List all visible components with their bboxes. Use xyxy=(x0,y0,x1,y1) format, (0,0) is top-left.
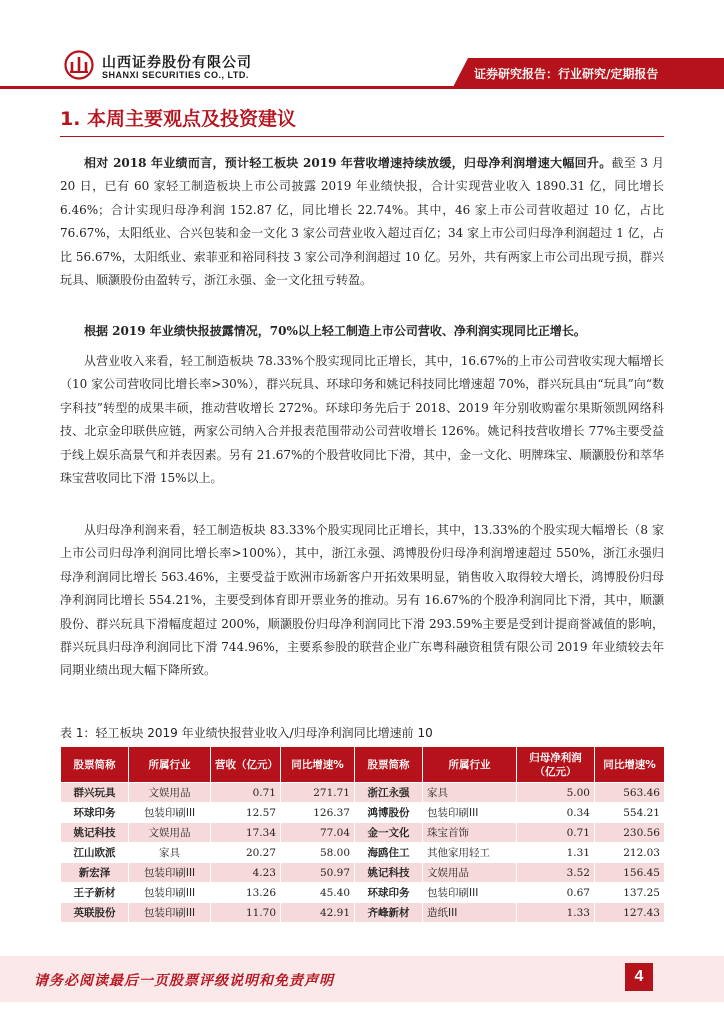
cell-industry-2: 包装印刷III xyxy=(423,883,517,903)
section-title-underline xyxy=(60,136,664,137)
header-divider xyxy=(0,86,724,89)
cell-stock: 新宏泽 xyxy=(61,863,129,883)
cell-revenue-growth: 126.37 xyxy=(281,803,355,823)
cell-stock: 江山欧派 xyxy=(61,843,129,863)
header-profit-growth: 同比增速% xyxy=(595,747,665,783)
company-name-cn: 山西证券股份有限公司 xyxy=(102,55,252,71)
table-row xyxy=(61,843,665,863)
cell-stock: 英联股份 xyxy=(61,903,129,923)
cell-revenue: 0.71 xyxy=(211,783,281,803)
company-logo-icon xyxy=(64,50,94,80)
header-stock-name: 股票简称 xyxy=(61,747,129,783)
cell-profit-growth: 156.45 xyxy=(595,863,665,883)
paragraph-summary-lead: 相对 2018 年业绩而言，预计轻工板块 2019 年营收增速持续放缓，归母净利润增速大幅回升。 xyxy=(84,156,612,170)
cell-industry-2: 家具 xyxy=(423,783,517,803)
page-number: 4 xyxy=(625,963,653,991)
cell-stock-2: 姚记科技 xyxy=(355,863,423,883)
table-row xyxy=(61,863,665,883)
paragraph-summary xyxy=(60,152,664,292)
table-row xyxy=(61,803,665,823)
paragraph-key-finding-text: 根据 2019 年业绩快报披露情况，70%以上轻工制造上市公司营收、净利润实现同比正增长。 xyxy=(84,324,586,338)
header-industry-2: 所属行业 xyxy=(423,747,517,783)
company-name-en: SHANXI SECURITIES CO., LTD. xyxy=(102,70,249,80)
cell-profit-growth: 212.03 xyxy=(595,843,665,863)
header-net-profit-line1: 归母净利润 xyxy=(529,751,582,764)
header-stock-name-2: 股票简称 xyxy=(355,747,423,783)
cell-net-profit: 0.71 xyxy=(517,823,595,843)
cell-industry-2: 造纸III xyxy=(423,903,517,923)
cell-industry-2: 包装印刷III xyxy=(423,803,517,823)
cell-stock: 群兴玩具 xyxy=(61,783,129,803)
cell-industry-2: 其他家用轻工 xyxy=(423,843,517,863)
table-header-row xyxy=(61,747,665,783)
cell-industry-2: 文娱用品 xyxy=(423,863,517,883)
cell-revenue: 12.57 xyxy=(211,803,281,823)
cell-industry: 包装印刷III xyxy=(129,803,211,823)
header-revenue: 营收（亿元） xyxy=(211,747,281,783)
performance-table xyxy=(60,746,665,923)
cell-revenue: 17.34 xyxy=(211,823,281,843)
cell-profit-growth: 554.21 xyxy=(595,803,665,823)
cell-revenue-growth: 58.00 xyxy=(281,843,355,863)
cell-net-profit: 1.33 xyxy=(517,903,595,923)
cell-profit-growth: 127.43 xyxy=(595,903,665,923)
header-net-profit xyxy=(517,747,595,783)
cell-stock-2: 齐峰新材 xyxy=(355,903,423,923)
table-row xyxy=(61,883,665,903)
cell-stock: 环球印务 xyxy=(61,803,129,823)
cell-stock: 姚记科技 xyxy=(61,823,129,843)
cell-revenue: 20.27 xyxy=(211,843,281,863)
table-caption: 表 1：轻工板块 2019 年业绩快报营业收入/归母净利润同比增速前 10 xyxy=(60,726,433,740)
cell-industry: 家具 xyxy=(129,843,211,863)
cell-net-profit: 1.31 xyxy=(517,843,595,863)
cell-stock-2: 环球印务 xyxy=(355,883,423,903)
footer-disclaimer: 请务必阅读最后一页股票评级说明和免责声明 xyxy=(34,973,334,989)
cell-industry: 包装印刷III xyxy=(129,863,211,883)
header-revenue-growth: 同比增速% xyxy=(281,747,355,783)
cell-stock-2: 金一文化 xyxy=(355,823,423,843)
page-header xyxy=(0,0,724,92)
cell-profit-growth: 137.25 xyxy=(595,883,665,903)
cell-net-profit: 0.34 xyxy=(517,803,595,823)
cell-stock-2: 浙江永强 xyxy=(355,783,423,803)
cell-net-profit: 0.67 xyxy=(517,883,595,903)
cell-industry: 包装印刷III xyxy=(129,883,211,903)
cell-stock-2: 鸿博股份 xyxy=(355,803,423,823)
cell-revenue-growth: 45.40 xyxy=(281,883,355,903)
cell-revenue: 11.70 xyxy=(211,903,281,923)
cell-industry: 文娱用品 xyxy=(129,823,211,843)
cell-revenue: 13.26 xyxy=(211,883,281,903)
paragraph-net-profit: 从归母净利润来看，轻工制造板块 83.33%个股实现同比正增长，其中，13.33%的个股实现大幅增长（8 家上市公司归母净利润同比增长率>100%），其中，浙江永强、鸿博股份归母净利润增速超过 550%，浙江永强归母净利润同比增长 563.46%，主要受益于欧洲市场新客户开拓效果明显，销售收入取得较大增长，鸿博股份归母净利润同比增长 554.21%，主要受到体育即开票业务的推动。另有 16.67%的个股净利润同比下滑，其中，顺灏股份、群兴玩具下滑幅度超过 200%，顺灏股份归母净利润同比下滑 293.59%主要是受到计提商誉减值的影响，群兴玩具归母净利润同比下滑 744.96%，主要系参股的联营企业广东粤科融资租赁有限公司 2019 年业绩较去年同期业绩出现大幅下降所致。 xyxy=(60,523,664,678)
cell-stock-2: 海鸥住工 xyxy=(355,843,423,863)
cell-industry-2: 珠宝首饰 xyxy=(423,823,517,843)
header-industry: 所属行业 xyxy=(129,747,211,783)
cell-profit-growth: 563.46 xyxy=(595,783,665,803)
cell-revenue-growth: 42.91 xyxy=(281,903,355,923)
cell-stock: 王子新材 xyxy=(61,883,129,903)
cell-profit-growth: 230.56 xyxy=(595,823,665,843)
cell-net-profit: 3.52 xyxy=(517,863,595,883)
cell-industry: 文娱用品 xyxy=(129,783,211,803)
cell-revenue-growth: 271.71 xyxy=(281,783,355,803)
report-type-label: 证券研究报告：行业研究/定期报告 xyxy=(474,67,659,81)
paragraph-summary-body: 截至 3 月 20 日，已有 60 家轻工制造板块上市公司披露 2019 年业绩快报，合计实现营业收入 1890.31 亿，同比增长 6.46%；合计实现归母净利润 152.87 亿，同比增长 22.74%。其中，46 家上市公司营收超过 10 亿，占比 76.67%，太阳纸业、合兴包装和金一文化 3 家公司营业收入超过百亿；34 家上市公司归母净利润超过 1 亿，占比 56.67%，太阳纸业、索菲亚和裕同科技 3 家公司净利润超过 10 亿。另外，共有两家上市公司出现亏损，群兴玩具、顺灏股份由盈转亏，浙江永强、金一文化扭亏转盈。 xyxy=(60,156,664,288)
cell-net-profit: 5.00 xyxy=(517,783,595,803)
table-row xyxy=(61,783,665,803)
table-row xyxy=(61,903,665,923)
paragraph-revenue: 从营业收入来看，轻工制造板块 78.33%个股实现同比正增长，其中，16.67%的上市公司营收实现大幅增长（10 家公司营收同比增长率>30%），群兴玩具、环球印务和姚记科技同比增速超 70%，群兴玩具由“玩具”向“数字科技”转型的成果丰硕，推动营收增长 272%。环球印务先后于 2018、2019 年分别收购霍尔果斯领凯网络科技、北京金印联供应链，两家公司纳入合并报表范围带动公司营收增长 126%。姚记科技营收增长 77%主要受益于线上娱乐高景气和并表因素。另有 21.67%的个股营收同比下滑，其中，金一文化、明牌珠宝、顺灏股份和萃华珠宝营收同比下滑 15%以上。 xyxy=(60,354,664,486)
paragraph-key-finding xyxy=(60,320,664,343)
cell-revenue-growth: 77.04 xyxy=(281,823,355,843)
header-net-profit-line2: （亿元） xyxy=(534,765,577,778)
cell-industry: 包装印刷III xyxy=(129,903,211,923)
table-row xyxy=(61,823,665,843)
cell-revenue-growth: 50.97 xyxy=(281,863,355,883)
section-title: 1. 本周主要观点及投资建议 xyxy=(60,108,297,130)
cell-revenue: 4.23 xyxy=(211,863,281,883)
